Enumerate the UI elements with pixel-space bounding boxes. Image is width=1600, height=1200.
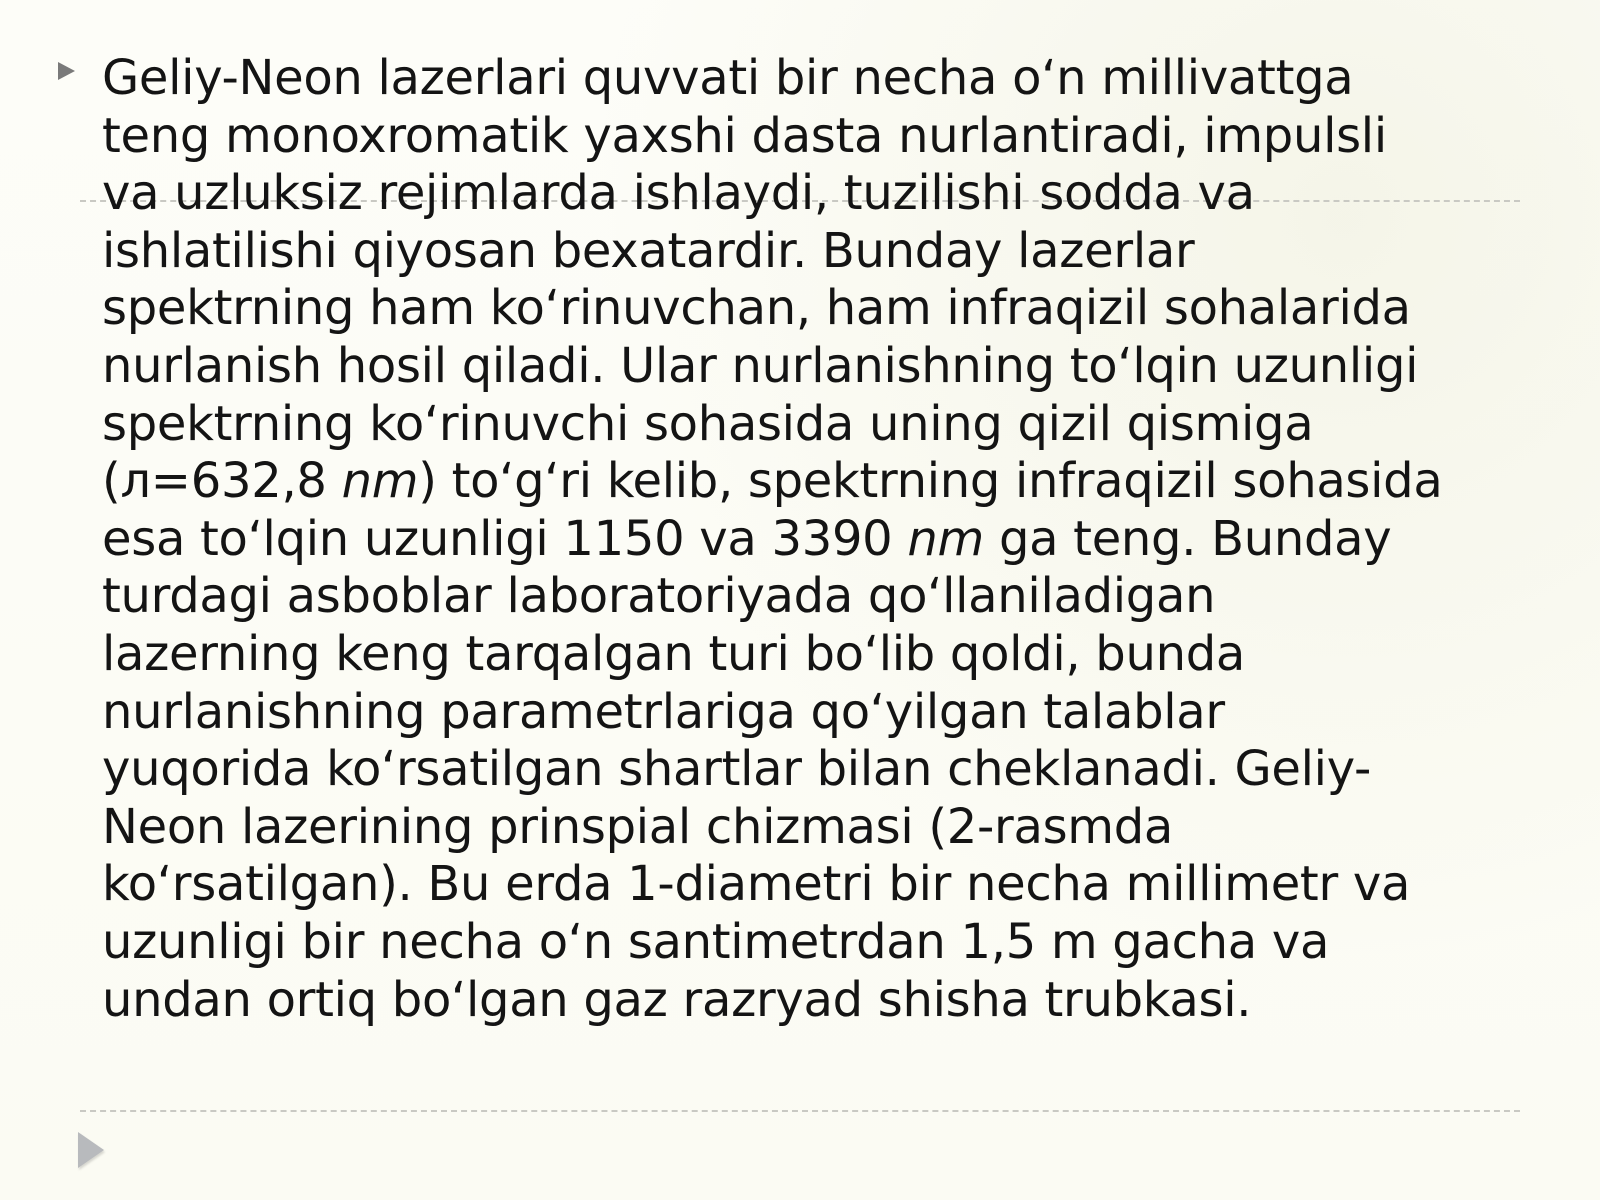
paragraph-line: ishlatilishi qiyosan bexatardir. Bunday lazerlar bbox=[102, 222, 1195, 279]
paragraph-line: va uzluksiz rejimlarda ishlaydi, tuzilishi sodda va bbox=[102, 165, 1255, 222]
paragraph-line bbox=[102, 453, 1552, 511]
text-segment: (л=632,8 bbox=[102, 453, 342, 510]
paragraph-line: spektrning ko‘rinuvchi sohasida uning qizil qismiga bbox=[102, 395, 1314, 452]
triangle-next-icon[interactable] bbox=[78, 1132, 104, 1168]
paragraph-line: turdagi asboblar laboratoriyada qo‘llaniladigan bbox=[102, 568, 1216, 625]
paragraph-line: teng monoxromatik yaxshi dasta nurlantiradi, impulsli bbox=[102, 107, 1387, 164]
paragraph-line: lazerning keng tarqalgan turi bo‘lib qoldi, bunda bbox=[102, 625, 1245, 682]
unit-nm: nm bbox=[341, 453, 419, 510]
paragraph-line: Neon lazerining prinspial chizmasi (2-rasmda bbox=[102, 798, 1174, 855]
paragraph-line: nurlanish hosil qiladi. Ular nurlanishning to‘lqin uzunligi bbox=[102, 337, 1419, 394]
paragraph-line: nurlanishning parametrlariga qo‘yilgan talablar bbox=[102, 683, 1225, 740]
bottom-divider bbox=[80, 1110, 1520, 1112]
slide-paragraph bbox=[102, 50, 1552, 1029]
paragraph-line: Geliy-Neon lazerlari quvvati bir necha o‘n millivattga bbox=[102, 50, 1354, 106]
paragraph-line: undan ortiq bo‘lgan gaz razryad shisha trubkasi. bbox=[102, 971, 1252, 1028]
triangle-bullet-icon bbox=[58, 62, 75, 80]
text-segment: esa to‘lqin uzunligi 1150 va 3390 bbox=[102, 510, 908, 567]
paragraph-line: uzunligi bir necha o‘n santimetrdan 1,5 m gacha va bbox=[102, 913, 1330, 970]
unit-nm: nm bbox=[907, 510, 984, 567]
text-segment: ga teng. Bunday bbox=[983, 510, 1392, 567]
text-segment: ) to‘g‘ri kelib, spektrning infraqizil sohasida bbox=[418, 453, 1443, 510]
paragraph-line: spektrning ham ko‘rinuvchan, ham infraqizil sohalarida bbox=[102, 280, 1411, 337]
paragraph-line: ko‘rsatilgan). Bu erda 1-diametri bir necha millimetr va bbox=[102, 856, 1411, 913]
paragraph-line: yuqorida ko‘rsatilgan shartlar bilan cheklanadi. Geliy- bbox=[102, 741, 1372, 798]
paragraph-line bbox=[102, 511, 1552, 569]
